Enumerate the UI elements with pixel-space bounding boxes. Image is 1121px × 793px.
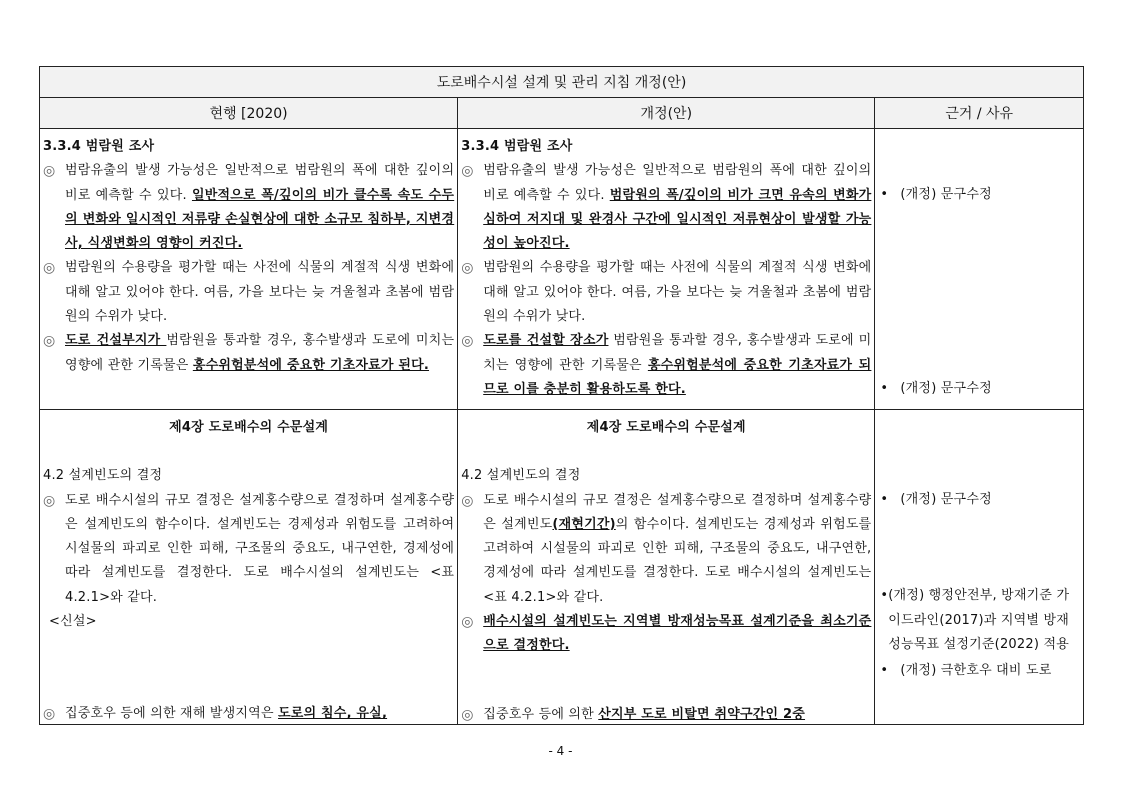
reason-cell — [875, 410, 1083, 725]
bullet-icon: ◎ — [43, 333, 56, 350]
reason-note: • (개정) 문구수정 — [880, 187, 992, 202]
table-row — [40, 129, 1083, 410]
bullet-icon: ◎ — [43, 163, 56, 180]
bullet-icon: ◎ — [461, 614, 474, 631]
chapter-title: 제4장 도로배수의 수문설계 — [169, 420, 329, 435]
list-item: ◎ 집중호우 등에 의한 산지부 도로 비탈면 취약구간인 2중 — [461, 703, 871, 725]
table-title: 도로배수시설 설계 및 관리 지침 개정(안) — [40, 67, 1083, 98]
section-heading: 4.2 설계빈도의 결정 — [43, 468, 163, 484]
bullet-icon: ◎ — [461, 260, 474, 277]
reason-note: • (개정) 극한호우 대비 도로 — [880, 663, 1052, 679]
bullet-icon: ◎ — [43, 706, 56, 723]
list-item: ◎ 범람유출의 발생 가능성은 일반적으로 범람원의 폭에 대한 깊이의 비로 예측할 수 있다. 일반적으로 폭/깊이의 비가 클수록 속도 수두의 변화와 일시적인 저류량 손실현상에 대한 소규모 침하부, 지변경사, 식생변화의 영향이 커진다. — [43, 159, 454, 256]
list-item: ◎ 범람원의 수용량을 평가할 때는 사전에 식물의 계절적 식생 변화에 대해 알고 있어야 한다. 여름, 가을 보다는 늦 겨울철과 초봄에 범람원의 수위가 낮다. — [461, 256, 871, 329]
reason-note: • (개정) 문구수정 — [880, 381, 992, 397]
list-item: ◎ 범람유출의 발생 가능성은 일반적으로 범람원의 폭에 대한 깊이의 비로 예측할 수 있다. 범람원의 폭/깊이의 비가 크면 유속의 변화가 심하여 저지대 및 완경사 구간에 일시적인 저류현상이 발생할 가능성이 높아진다. — [461, 159, 871, 256]
revised-cell — [458, 410, 875, 725]
header-revised: 개정(안) — [458, 98, 875, 128]
section-heading: 3.3.4 범람원 조사 — [461, 139, 573, 154]
new-label: <신설> — [49, 614, 97, 630]
revised-cell — [458, 129, 875, 409]
bullet-icon: ◎ — [461, 706, 474, 723]
page-number: - 4 - — [548, 744, 573, 758]
list-item: ◎ 도로를 건설할 장소가 범람원을 통과할 경우, 홍수발생과 도로에 미치는 영향에 관한 기록물은 홍수위험분석에 중요한 기초자료가 되므로 이를 충분히 활용하도록 한다. — [461, 329, 871, 402]
header-current: 현행 [2020) — [40, 98, 458, 128]
bullet-icon: ◎ — [43, 492, 56, 509]
current-cell — [40, 410, 458, 725]
section-heading: 4.2 설계빈도의 결정 — [461, 468, 581, 484]
table-header — [40, 98, 1083, 129]
reason-note: • (개정) 행정안전부, 방재기준 가이드라인(2017)과 지역별 방재성능목표 설정기준(2022) 적용 — [880, 588, 1070, 652]
list-item: ◎ 도로 건설부지가 범람원을 통과할 경우, 홍수발생과 도로에 미치는 영향에 관한 기록물은 홍수위험분석에 중요한 기초자료가 된다. — [43, 329, 454, 378]
list-item: ◎ 집중호우 등에 의한 재해 발생지역은 도로의 침수, 유실, — [43, 702, 454, 725]
bullet-icon: ◎ — [43, 260, 56, 277]
list-item: ◎ 도로 배수시설의 규모 결정은 설계홍수량으로 결정하며 설계홍수량은 설계빈도(재현기간)의 함수이다. 설계빈도는 경제성과 위험도를 고려하여 시설물의 파괴로 인한 피해, 구조물의 중요도, 내구연한, 경제성에 따라 설계빈도를 결정한다. 도로 배수시설의 설계빈도는 <표 4.2.1>와 같다. — [461, 489, 871, 610]
list-item: ◎ 도로 배수시설의 규모 결정은 설계홍수량으로 결정하며 설계홍수량은 설계빈도의 함수이다. 설계빈도는 경제성과 위험도를 고려하여 시설물의 파괴로 인한 피해, 구조물의 중요도, 내구연한, 경제성에 따라 설계빈도를 결정한다. 도로 배수시설의 설계빈도는 <표 4.2.1>와 같다. — [43, 489, 454, 610]
reason-note: • (개정) 문구수정 — [880, 492, 992, 507]
revision-table — [39, 66, 1084, 725]
bullet-icon: ◎ — [461, 492, 474, 509]
table-row — [40, 410, 1083, 725]
current-cell — [40, 129, 458, 409]
reason-cell — [875, 129, 1083, 409]
list-item: ◎ 범람원의 수용량을 평가할 때는 사전에 식물의 계절적 식생 변화에 대해 알고 있어야 한다. 여름, 가을 보다는 늦 겨울철과 초봄에 범람원의 수위가 낮다. — [43, 256, 454, 329]
chapter-title: 제4장 도로배수의 수문설계 — [586, 420, 746, 435]
bullet-icon: ◎ — [461, 333, 474, 350]
header-reason: 근거 / 사유 — [945, 106, 1014, 122]
list-item: ◎ 배수시설의 설계빈도는 지역별 방재성능목표 설계기준을 최소기준으로 결정한다. — [461, 610, 871, 659]
section-heading: 3.3.4 범람원 조사 — [43, 139, 155, 154]
bullet-icon: ◎ — [461, 163, 474, 180]
